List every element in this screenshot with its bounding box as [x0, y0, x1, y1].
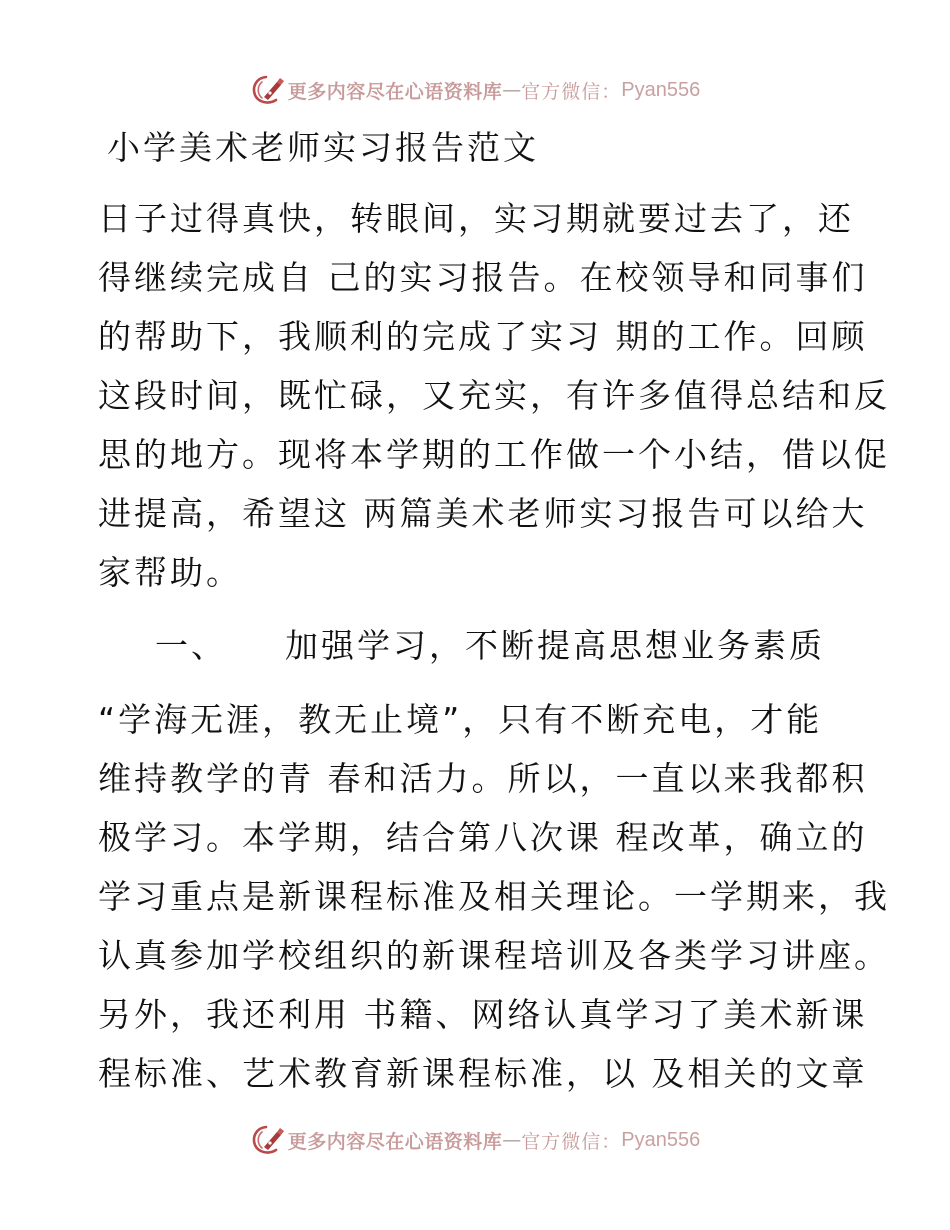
- watermark-dash: —: [502, 1129, 522, 1151]
- document-title: 小学美术老师实习报告范文: [107, 128, 539, 167]
- watermark-wechat-label: 官方微信：: [521, 1130, 622, 1153]
- watermark-wechat-label: 官方微信：: [521, 80, 622, 103]
- paragraph-line: 思的地方。现将本学期的工作做一个小结，借以促: [98, 435, 890, 474]
- watermark-header: [0, 70, 950, 110]
- paragraph-line: 学习重点是新课程标准及相关理论。一学期来，我: [98, 877, 890, 916]
- paragraph-line: 进提高，希望这 两篇美术老师实习报告可以给大: [98, 494, 868, 533]
- paragraph-line: 家帮助。: [98, 553, 242, 592]
- watermark-dash: —: [502, 79, 522, 101]
- watermark-main-text: 更多内容尽在心语资料库: [287, 1130, 503, 1153]
- section-title: 加强学习，不断提高思想业务素质: [285, 626, 825, 665]
- watermark-footer: [0, 1120, 950, 1160]
- section-heading: [155, 618, 825, 674]
- paragraph-line: 维持教学的青 春和活力。所以，一直以来我都积: [98, 759, 868, 798]
- paragraph-line: 另外，我还利用 书籍、网络认真学习了美术新课: [98, 995, 868, 1034]
- watermark-wechat-id: Pyan556: [621, 1128, 701, 1151]
- paragraph-line: 极学习。本学期，结合第八次课 程改革，确立的: [98, 818, 868, 857]
- paragraph-line: 认真参加学校组织的新课程培训及各类学习讲座。: [98, 936, 890, 975]
- watermark-main-text: 更多内容尽在心语资料库: [287, 80, 503, 103]
- paragraph-line: 这段时间，既忙碌，又充实，有许多值得总结和反: [98, 376, 890, 415]
- watermark-wechat-id: Pyan556: [621, 78, 701, 101]
- paragraph-line: “学海无涯，教无止境”，只有不断充电，才能: [98, 700, 823, 739]
- pen-nib-swirl-logo-icon: [250, 73, 286, 107]
- paragraph-line: 的帮助下，我顺利的完成了实习 期的工作。回顾: [98, 317, 868, 356]
- paragraph-line: 程标准、艺术教育新课程标准，以 及相关的文章: [98, 1054, 868, 1093]
- pen-nib-swirl-logo-icon: [250, 1123, 286, 1157]
- paragraph-line: 得继续完成自 己的实习报告。在校领导和同事们: [98, 258, 868, 297]
- paragraph-line: 日子过得真快，转眼间，实习期就要过去了，还: [98, 199, 854, 238]
- section-number: 一、: [155, 626, 227, 665]
